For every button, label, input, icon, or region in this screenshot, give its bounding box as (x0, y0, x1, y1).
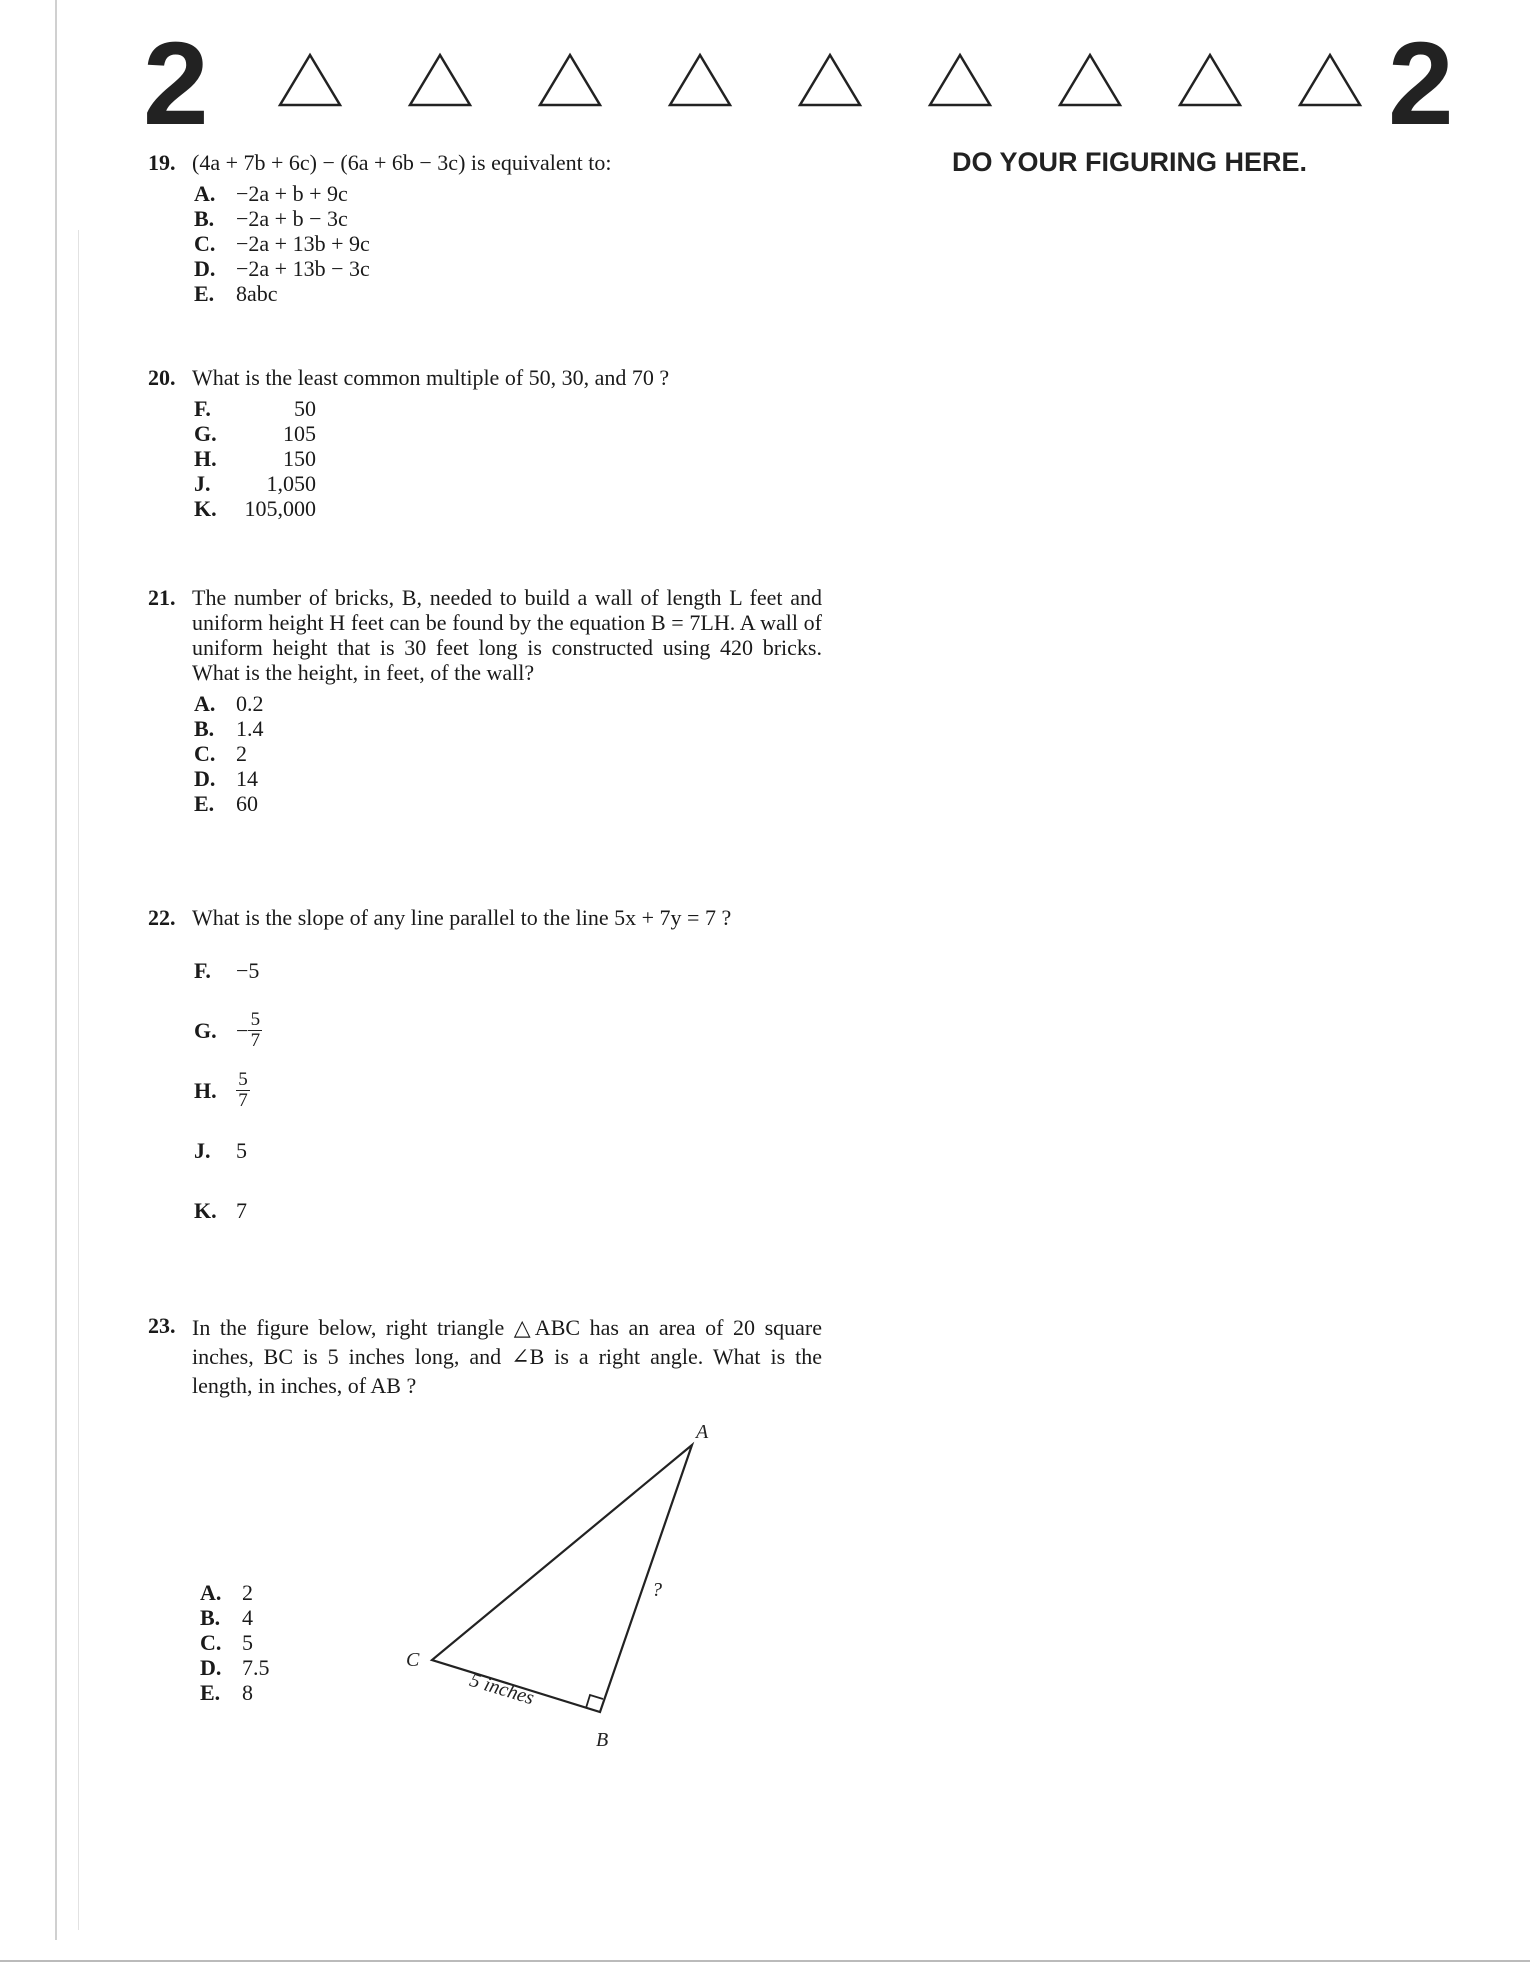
triangle-icon (1300, 55, 1360, 105)
triangle-icon (410, 55, 470, 105)
question-text: The number of bricks, B, needed to build a wall of length L feet and uniform height H feet can be found by the equation B = 7LH. A wall of uniform height that is 30 feet long is constructed using 420 bricks. What is the height, in feet, of the wall? (192, 585, 822, 685)
triangle-icon (800, 55, 860, 105)
question-text: What is the least common multiple of 50, 30, and 70 ? (192, 365, 670, 390)
answer-choice[interactable]: B. −2a + b − 3c (194, 206, 348, 231)
answer-choice[interactable]: D. 7.5 (200, 1655, 270, 1680)
figuring-label: DO YOUR FIGURING HERE. (952, 147, 1308, 177)
answer-choice[interactable]: A. 2 (200, 1580, 253, 1605)
left-margin-line (55, 0, 57, 1940)
question-19 (148, 150, 777, 306)
answer-choice[interactable]: G. 105 (194, 421, 316, 446)
question-20 (148, 365, 777, 521)
answer-choice[interactable]: H. 150 (194, 446, 316, 471)
side-bc-label: 5 inches (467, 1668, 537, 1710)
answer-choices (194, 940, 822, 1240)
left-margin-line-inner (78, 230, 79, 1930)
question-number: 20. (148, 365, 176, 390)
question-text: (4a + 7b + 6c) − (6a + 6b − 3c) is equivalent to: (192, 150, 612, 175)
triangle-icon (540, 55, 600, 105)
answer-choice[interactable]: D. 14 (194, 766, 258, 791)
answer-choice[interactable]: K. 105,000 (194, 496, 316, 521)
question-22 (148, 905, 822, 1240)
question-text: What is the slope of any line parallel to the line 5x + 7y = 7 ? (192, 905, 732, 930)
answer-choice[interactable]: A. −2a + b + 9c (194, 181, 348, 206)
question-number: 22. (148, 905, 176, 930)
answer-choice[interactable]: C. −2a + 13b + 9c (194, 231, 370, 256)
section-number-left: 2 (143, 18, 209, 150)
triangle-icon (280, 55, 340, 105)
vertex-b-label: B (596, 1729, 609, 1751)
triangle-icon (1180, 55, 1240, 105)
answer-choices (194, 396, 777, 521)
answer-choice[interactable]: J. 1,050 (194, 471, 316, 496)
answer-choice[interactable]: A. 0.2 (194, 691, 264, 716)
right-triangle-figure (400, 1420, 740, 1760)
section-number-right: 2 (1388, 18, 1454, 150)
answer-choice[interactable]: E. 8 (200, 1680, 253, 1705)
question-number: 21. (148, 585, 176, 610)
side-ab-label: ? (652, 1579, 662, 1601)
answer-choice[interactable]: C. 5 (200, 1630, 253, 1655)
question-number: 19. (148, 150, 176, 175)
bottom-rule (0, 1960, 1530, 1962)
fraction: $\frac{5}{7}$ (236, 1071, 250, 1110)
answer-choice[interactable]: G. − $\frac{5}{7}$ (194, 1000, 822, 1060)
vertex-c-label: C (406, 1649, 420, 1671)
answer-choice[interactable]: D. −2a + 13b − 3c (194, 256, 370, 281)
answer-choice[interactable]: K. 7 (194, 1197, 247, 1223)
right-angle-marker (586, 1695, 603, 1708)
triangle-icon (930, 55, 990, 105)
answer-choice[interactable]: E. 8abc (194, 281, 278, 306)
answer-choices (194, 691, 822, 816)
question-number: 23. (148, 1313, 176, 1338)
answer-choices (194, 181, 777, 306)
answer-choice[interactable]: F. 50 (194, 396, 316, 421)
answer-choice[interactable]: B. 1.4 (194, 716, 264, 741)
triangle-icon (670, 55, 730, 105)
answer-choice[interactable]: J. 5 (194, 1137, 247, 1163)
fraction: $\frac{5}{7}$ (248, 1011, 262, 1050)
answer-choice[interactable]: E. 60 (194, 791, 258, 816)
answer-choice[interactable]: F. −5 (194, 957, 260, 983)
triangle-icon (1060, 55, 1120, 105)
question-text: In the figure below, right triangle △ABC has an area of 20 square inches, BC is 5 inches long, and ∠B is a right angle. What is the length, in inches, of AB ? (192, 1315, 822, 1398)
answer-choice[interactable]: B. 4 (200, 1605, 253, 1630)
question-21 (148, 585, 822, 816)
triangle-row (250, 50, 1370, 110)
vertex-a-label: A (696, 1421, 709, 1443)
answer-choice[interactable]: H. $\frac{5}{7}$ (194, 1060, 822, 1120)
answer-choice[interactable]: C. 2 (194, 741, 247, 766)
